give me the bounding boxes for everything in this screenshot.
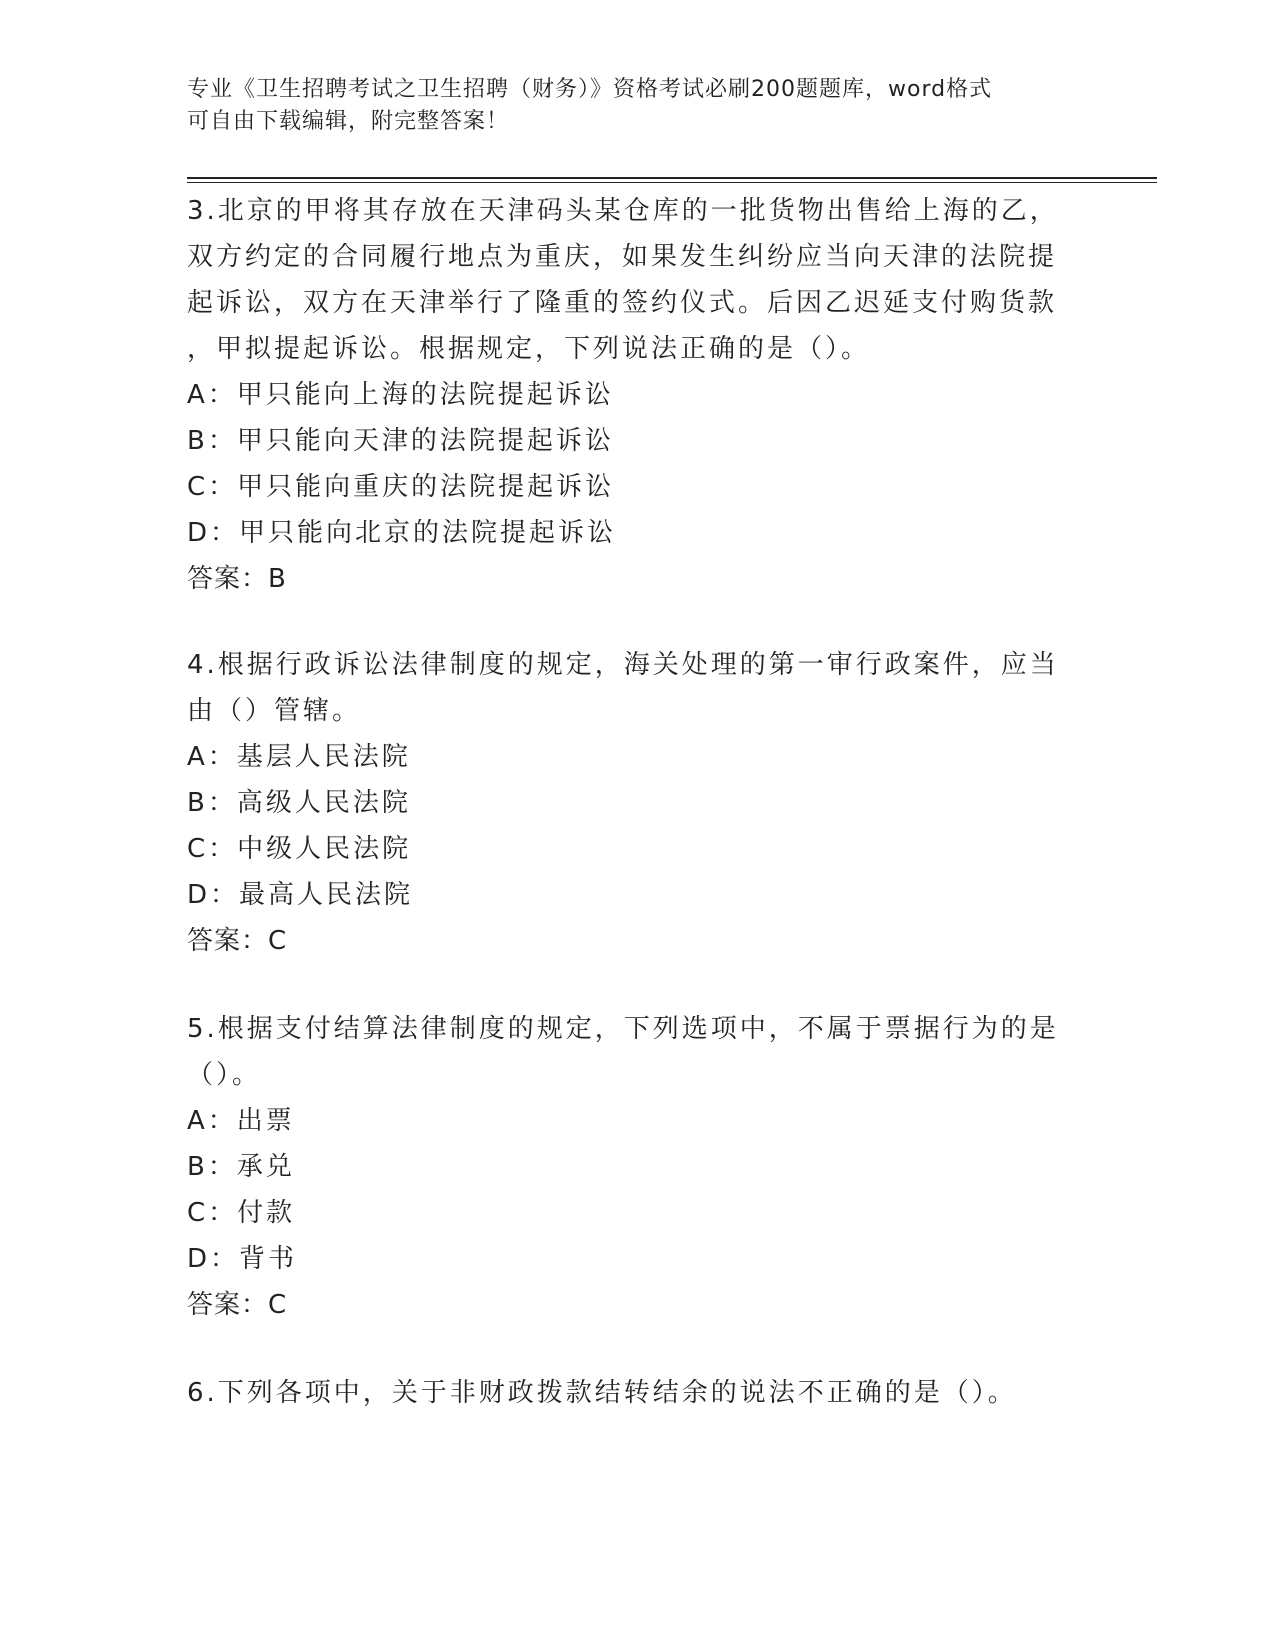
header-divider-thick	[187, 177, 1157, 179]
question-text-line: 4.根据行政诉讼法律制度的规定，海关处理的第一审行政案件，应当	[187, 650, 1059, 680]
answer: 答案：B	[187, 564, 287, 594]
option-b: B：承兑	[187, 1152, 295, 1182]
question-text-line: ，甲拟提起诉讼。根据规定，下列说法正确的是（）。	[187, 334, 871, 364]
question-6	[187, 1370, 1077, 1416]
option-d: D：背书	[187, 1244, 298, 1274]
question-text-line: 起诉讼，双方在天津举行了隆重的签约仪式。后因乙迟延支付购货款	[187, 288, 1058, 318]
question-4	[187, 642, 1077, 964]
question-text-line: （）。	[187, 1060, 262, 1090]
header-line-2: 可自由下载编辑，附完整答案！	[187, 109, 510, 134]
answer: 答案：C	[187, 926, 288, 956]
answer: 答案：C	[187, 1290, 288, 1320]
option-c: C：甲只能向重庆的法院提起诉讼	[187, 472, 615, 502]
option-c: C：付款	[187, 1198, 296, 1228]
option-d: D：甲只能向北京的法院提起诉讼	[187, 518, 617, 548]
option-b: B：高级人民法院	[187, 788, 411, 818]
option-d: D：最高人民法院	[187, 880, 414, 910]
question-text-line: 双方约定的合同履行地点为重庆，如果发生纠纷应当向天津的法院提	[187, 242, 1058, 272]
option-a: A：基层人民法院	[187, 742, 411, 772]
document-header	[187, 74, 1067, 138]
question-text-line: 由（）管辖。	[187, 696, 362, 726]
option-a: A：甲只能向上海的法院提起诉讼	[187, 380, 614, 410]
header-divider-thin	[187, 182, 1157, 183]
question-text-line: 3.北京的甲将其存放在天津码头某仓库的一批货物出售给上海的乙，	[187, 196, 1059, 226]
question-text-line: 6.下列各项中，关于非财政拨款结转结余的说法不正确的是（）。	[187, 1378, 1017, 1408]
question-text-line: 5.根据支付结算法律制度的规定，下列选项中，不属于票据行为的是	[187, 1014, 1059, 1044]
question-5	[187, 1006, 1077, 1328]
option-b: B：甲只能向天津的法院提起诉讼	[187, 426, 614, 456]
question-3	[187, 188, 1077, 602]
header-line-1: 专业《卫生招聘考试之卫生招聘（财务）》资格考试必刷200题题库，word格式	[187, 77, 993, 102]
option-c: C：中级人民法院	[187, 834, 412, 864]
option-a: A：出票	[187, 1106, 295, 1136]
